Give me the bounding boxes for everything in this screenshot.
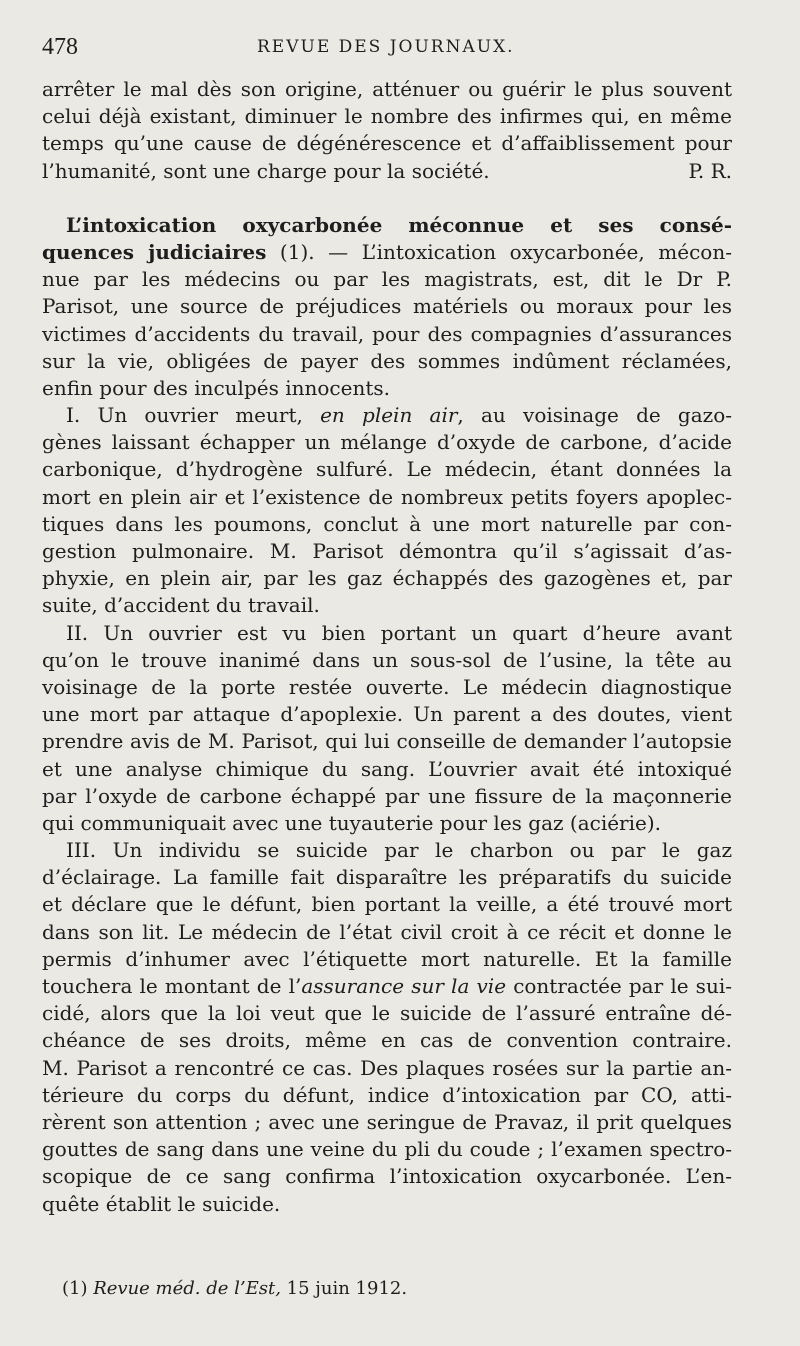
case-3-first-line: III. Un individu se suicide par le charbon ou par le gaz [66, 838, 732, 863]
text-line: M. Parisot a rencontré ce cas. Des plaques rosées sur la partie an- [42, 1055, 732, 1080]
text-line: permis d’inhumer avec l’étiquette mort naturelle. Et la famille [42, 946, 732, 971]
case-2-first-line: II. Un ouvrier est vu bien portant un quart d’heure avant [66, 620, 732, 645]
intro-last-text: l’humanité, sont une charge pour la société. [42, 158, 490, 183]
case-1-start: I. Un ouvrier meurt, [66, 403, 321, 428]
insurance-line [42, 973, 732, 1000]
text-line: celui déjà existant, diminuer le nombre des infirmes qui, en même [42, 104, 732, 129]
text-line: victimes d’accidents du travail, pour des compagnies d’assurances [42, 321, 732, 346]
text-line: qu’on le trouve inanimé dans un sous-sol de l’usine, la tête au [42, 647, 732, 672]
case-1-rest: , au voisinage de gazo- [457, 403, 732, 428]
text-line: temps qu’une cause de dégénérescence et d’affaiblissement pour [42, 131, 732, 156]
text-line: d’éclairage. La famille fait disparaître les préparatifs du suicide [42, 865, 732, 890]
insurance-post: contractée par le sui- [506, 974, 732, 998]
text-line: nue par les médecins ou par les magistrats, est, dit le Dr P. [42, 267, 732, 292]
text-line: arrêter le mal dès son origine, atténuer ou guérir le plus souvent [42, 77, 732, 101]
footnote-marker: (1) [62, 1278, 94, 1299]
text-line [42, 158, 732, 185]
text-line: tiques dans les poumons, conclut à une mort naturelle par con- [42, 511, 732, 536]
article-title-end: quences judiciaires [42, 239, 267, 264]
article-title: L’intoxication oxycarbonée méconnue et ses consé- [66, 212, 732, 237]
insurance-italic: assurance sur la vie [301, 974, 507, 998]
text-line: une mort par attaque d’apoplexie. Un parent a des doutes, vient [42, 702, 732, 727]
text-line: scopique de ce sang confirma l’intoxication oxycarbonée. L’en- [42, 1164, 732, 1189]
text-line: gouttes de sang dans une veine du pli du coude ; l’examen spectro- [42, 1137, 732, 1162]
text-line: carbonique, d’hydrogène sulfuré. Le médecin, étant données la [42, 457, 732, 482]
text-line: cidé, alors que la loi veut que le suicide de l’assuré entraîne dé- [42, 1001, 732, 1026]
page-body [42, 76, 732, 1218]
case-1-first-line [42, 402, 732, 429]
text-line: dans son lit. Le médecin de l’état civil croit à ce récit et donne le [42, 919, 732, 944]
text-line: par l’oxyde de carbone échappé par une fissure de la maçonnerie [42, 783, 732, 808]
text-line: rèrent son attention ; avec une seringue de Pravaz, il prit quelques [42, 1109, 732, 1134]
text-line: et une analyse chimique du sang. L’ouvrier avait été intoxiqué [42, 756, 732, 781]
page-header [42, 34, 732, 68]
insurance-pre: touchera le montant de l’ [42, 974, 302, 998]
text-line: prendre avis de M. Parisot, qui lui conseille de demander l’autopsie [42, 729, 732, 754]
signature: P. R. [688, 158, 732, 183]
footnote [62, 1278, 722, 1299]
text-line: phyxie, en plein air, par les gaz échappés des gazogènes et, par [42, 566, 732, 591]
footnote-date: 15 juin 1912. [280, 1278, 408, 1299]
text-line: et déclare que le défunt, bien portant la veille, a été trouvé mort [42, 892, 732, 917]
text-line: enfin pour des inculpés innocents. [42, 375, 390, 400]
article-intro: (1). — L’intoxication oxycarbonée, mécon- [266, 239, 732, 264]
text-line: voisinage de la porte restée ouverte. Le médecin diagnostique [42, 674, 732, 699]
text-line: térieure du corps du défunt, indice d’intoxication par CO, atti- [42, 1082, 732, 1107]
text-line: mort en plein air et l’existence de nombreux petits foyers apoplec- [42, 484, 732, 509]
text-line [42, 239, 732, 266]
text-line: Parisot, une source de préjudices matériels ou moraux pour les [42, 294, 732, 319]
text-line: quête établit le suicide. [42, 1191, 281, 1216]
text-line: qui communiquait avec une tuyauterie pour les gaz (aciérie). [42, 810, 662, 835]
text-line: sur la vie, obligées de payer des sommes indûment réclamées, [42, 348, 732, 373]
text-line: gestion pulmonaire. M. Parisot démontra qu’il s’agissait d’as- [42, 539, 732, 563]
section-gap [42, 185, 732, 212]
text-line: gènes laissant échapper un mélange d’oxyde de carbone, d’acide [42, 430, 732, 455]
page-number: 478 [42, 34, 78, 60]
running-title: REVUE DES JOURNAUX. [257, 37, 515, 57]
text-line: chéance de ses droits, même en cas de convention contraire. [42, 1028, 732, 1053]
footnote-source: Revue méd. de l’Est, [93, 1278, 281, 1299]
text-line: suite, d’accident du travail. [42, 593, 320, 618]
case-1-italic: en plein air [320, 403, 458, 428]
